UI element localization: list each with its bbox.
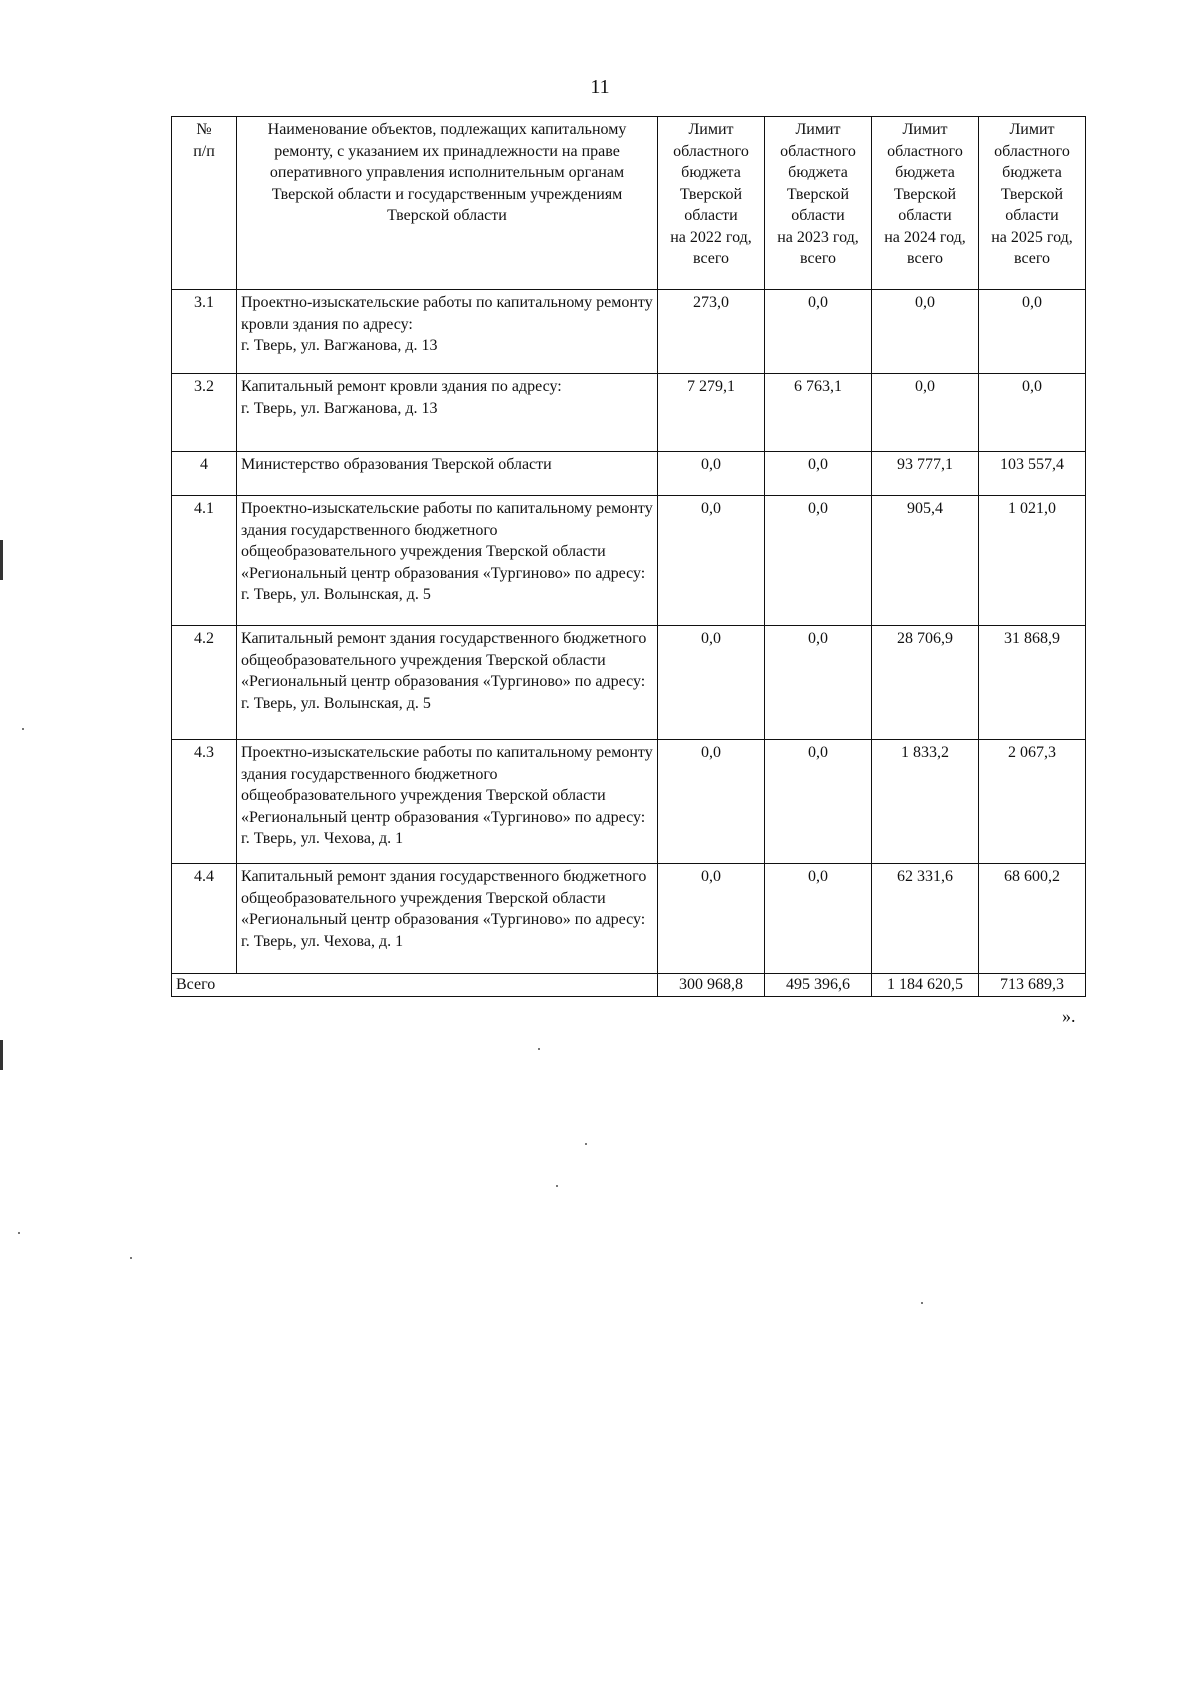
header-limit-2025: Лимит областного бюджета Тверской области на 2025 год, всего (979, 117, 1086, 290)
row-value-2024: 0,0 (872, 290, 979, 374)
scan-speck (22, 728, 24, 730)
row-value-2023: 0,0 (765, 740, 872, 864)
row-value-2022: 0,0 (658, 864, 765, 974)
table-row (172, 452, 1086, 496)
table-row (172, 740, 1086, 864)
scan-speck (585, 1143, 587, 1145)
row-number: 4.1 (172, 496, 237, 626)
row-name: Проектно-изыскательские работы по капитальному ремонту здания государственного бюджетного общеобразовательного учреждения Тверской области «Региональный центр образования «Тургиново» по адресу: г. Тверь, ул. Чехова, д. 1 (237, 740, 658, 864)
row-value-2023: 0,0 (765, 496, 872, 626)
scan-speck (18, 1232, 20, 1234)
scan-edge-mark (0, 1040, 3, 1070)
row-value-2022: 0,0 (658, 626, 765, 740)
row-value-2025: 68 600,2 (979, 864, 1086, 974)
row-number: 4 (172, 452, 237, 496)
total-row (172, 974, 1086, 997)
header-name: Наименование объектов, подлежащих капитальному ремонту, с указанием их принадлежности на праве оперативного управления исполнительным органам Тверской области и государственным учреждениям Тверской области (237, 117, 658, 290)
row-number: 3.2 (172, 374, 237, 452)
closing-quote: ». (1062, 1006, 1076, 1026)
row-value-2024: 1 833,2 (872, 740, 979, 864)
row-value-2024: 905,4 (872, 496, 979, 626)
row-value-2023: 0,0 (765, 626, 872, 740)
row-value-2025: 0,0 (979, 374, 1086, 452)
row-name: Капитальный ремонт кровли здания по адресу: г. Тверь, ул. Вагжанова, д. 13 (237, 374, 658, 452)
scan-speck (556, 1185, 558, 1187)
header-limit-2024: Лимит областного бюджета Тверской области на 2024 год, всего (872, 117, 979, 290)
row-value-2022: 7 279,1 (658, 374, 765, 452)
scan-edge-mark (0, 540, 3, 580)
row-value-2025: 103 557,4 (979, 452, 1086, 496)
budget-table (171, 116, 1086, 997)
table-row (172, 290, 1086, 374)
row-number: 4.2 (172, 626, 237, 740)
table-header-row (172, 117, 1086, 290)
row-name: Министерство образования Тверской области (237, 452, 658, 496)
row-value-2024: 0,0 (872, 374, 979, 452)
row-name: Капитальный ремонт здания государственного бюджетного общеобразовательного учреждения Тверской области «Региональный центр образования «Тургиново» по адресу: г. Тверь, ул. Волынская, д. 5 (237, 626, 658, 740)
row-value-2022: 0,0 (658, 740, 765, 864)
row-name: Капитальный ремонт здания государственного бюджетного общеобразовательного учреждения Тверской области «Региональный центр образования «Тургиново» по адресу: г. Тверь, ул. Чехова, д. 1 (237, 864, 658, 974)
row-value-2023: 6 763,1 (765, 374, 872, 452)
page-number: 11 (590, 76, 610, 98)
row-number: 4.3 (172, 740, 237, 864)
row-value-2025: 31 868,9 (979, 626, 1086, 740)
row-value-2023: 0,0 (765, 864, 872, 974)
scan-speck (538, 1048, 540, 1050)
row-value-2023: 0,0 (765, 290, 872, 374)
header-limit-2023: Лимит областного бюджета Тверской области на 2023 год, всего (765, 117, 872, 290)
row-value-2022: 0,0 (658, 496, 765, 626)
row-value-2022: 273,0 (658, 290, 765, 374)
row-name: Проектно-изыскательские работы по капитальному ремонту кровли здания по адресу: г. Тверь, ул. Вагжанова, д. 13 (237, 290, 658, 374)
row-value-2025: 2 067,3 (979, 740, 1086, 864)
table-row (172, 496, 1086, 626)
table-row (172, 374, 1086, 452)
total-label: Всего (172, 974, 658, 997)
header-number: № п/п (172, 117, 237, 290)
row-number: 3.1 (172, 290, 237, 374)
row-value-2025: 0,0 (979, 290, 1086, 374)
row-value-2025: 1 021,0 (979, 496, 1086, 626)
header-limit-2022: Лимит областного бюджета Тверской области на 2022 год, всего (658, 117, 765, 290)
scan-speck (921, 1302, 923, 1304)
total-value-2024: 1 184 620,5 (872, 974, 979, 997)
row-number: 4.4 (172, 864, 237, 974)
row-name: Проектно-изыскательские работы по капитальному ремонту здания государственного бюджетного общеобразовательного учреждения Тверской области «Региональный центр образования «Тургиново» по адресу: г. Тверь, ул. Волынская, д. 5 (237, 496, 658, 626)
row-value-2024: 28 706,9 (872, 626, 979, 740)
row-value-2022: 0,0 (658, 452, 765, 496)
total-value-2022: 300 968,8 (658, 974, 765, 997)
row-value-2023: 0,0 (765, 452, 872, 496)
total-value-2023: 495 396,6 (765, 974, 872, 997)
table-row (172, 626, 1086, 740)
row-value-2024: 93 777,1 (872, 452, 979, 496)
scan-speck (130, 1257, 132, 1259)
total-value-2025: 713 689,3 (979, 974, 1086, 997)
table-row (172, 864, 1086, 974)
row-value-2024: 62 331,6 (872, 864, 979, 974)
